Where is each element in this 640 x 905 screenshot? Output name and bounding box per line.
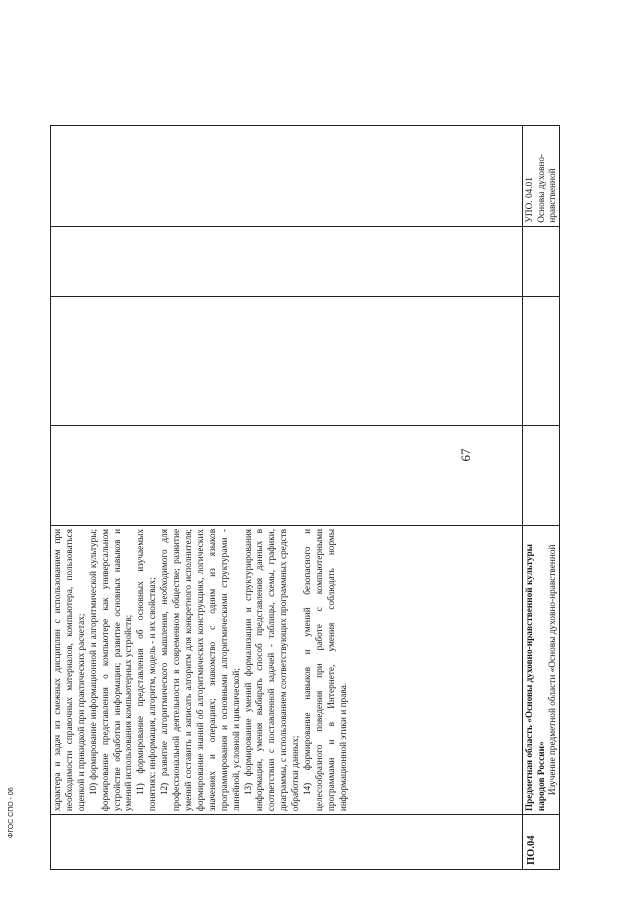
empty-column-3 bbox=[51, 425, 559, 525]
row-code: ПО.04 bbox=[526, 835, 537, 865]
area-cell bbox=[523, 526, 562, 814]
content-paragraph: 11) формирование представления об основных изучаемых понятиях: информация, алгоритм, модель - и их свойствах; bbox=[136, 528, 159, 812]
upo-title: Основы духовно-нравственной bbox=[536, 153, 558, 223]
area-text: Изучение предметной области «Основы духовно-нравственной bbox=[548, 544, 558, 796]
code-column bbox=[51, 814, 559, 869]
content-paragraph: 13) формирование умений формализации и структурирования информации, умения выбирать способ представления данных в соответствии с поставленной задачей - таблицы, схемы, графики, диаграммы, с использованием соответствующих программных средств обработки данных; bbox=[243, 528, 302, 812]
content-paragraph: 14) формирование навыков и умений безопасного и целесообразного поведения при работе с компьютерными программами и в Интернете, умения соблюдать нормы информационной этики и права. bbox=[303, 528, 349, 812]
content-paragraph: 10) формирование информационной и алгоритмической культуры; формирование представления о компьютере как универсальном устройстве обработки информации; развитие основных навыков и умений использования компьютерных устройств; bbox=[88, 528, 135, 812]
page-number: 67 bbox=[458, 448, 473, 462]
footer-code: ФГОС СПО - 06 bbox=[8, 787, 15, 838]
rotated-table-block bbox=[50, 125, 560, 870]
upo-code: УПО. 04.01 bbox=[525, 177, 535, 223]
empty-column-4 bbox=[51, 296, 559, 426]
upo-column bbox=[51, 126, 559, 226]
empty-column-5 bbox=[51, 226, 559, 296]
content-text bbox=[51, 526, 353, 814]
upo-cell bbox=[523, 126, 562, 226]
content-paragraph: характера и задач из смежных дисциплин с использованием при необходимости справочных материалов, компьютера, пользоваться оценкой и прикидкой при практических расчетах; bbox=[53, 528, 87, 812]
content-column bbox=[51, 525, 559, 814]
content-paragraph: 12) развитие алгоритмического мышления, необходимого для профессиональной деятельности в современном обществе; развитие умений составить и записать алгоритм для конкретного исполнителя; формирование знаний об алгоритмических конструкциях, логических значениях и операциях; знакомство с одним из языков программирования и основными алгоритмическими структурами - линейной, условной и циклической; bbox=[160, 528, 242, 812]
area-title: Предметная область «Основы духовно-нравственной культуры народов России» bbox=[525, 544, 547, 812]
curriculum-table bbox=[50, 125, 560, 870]
